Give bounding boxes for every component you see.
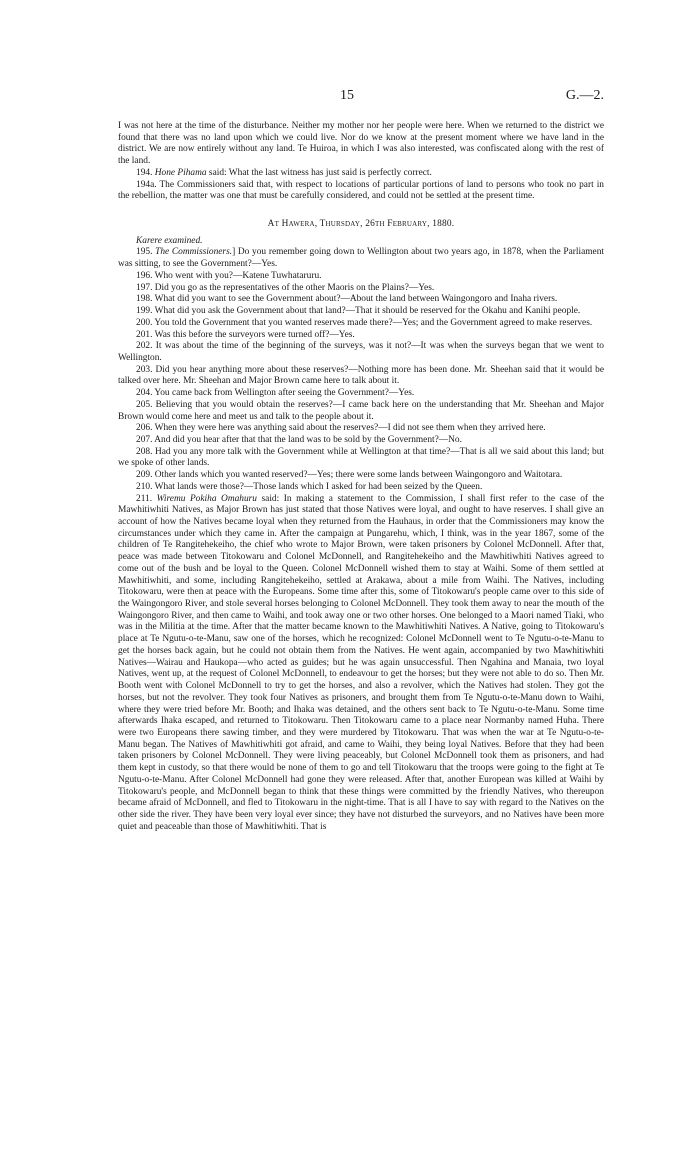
qa-item: [118, 294, 604, 306]
qa-item: [118, 470, 604, 482]
qa-item: [118, 447, 604, 470]
qa-text: Did you hear anything more about these reserves?—Nothing more has been done. Mr. Sheehan said that it would be talked over here. Mr. Sheehan and Major Brown came here to talk about it.: [118, 364, 604, 387]
qa-text: Who went with you?—Katene Tuwhataruru.: [154, 270, 322, 281]
page-header: [118, 88, 604, 106]
qa-text: And did you hear after that that the land was to be sold by the Government?—No.: [154, 434, 462, 445]
statement-text: said: In making a statement to the Commission, I shall first refer to the case of the Mawhitiwhiti Natives, as Major Brown has just stated that those Natives were loyal, and ought to have reserves. I shall give an account of how the Natives became loyal when they returned from the Hauhaus, in order that the Commissioners may know the circumstances under which they came in. After the campaign at Pungarehu, which, I think, was in the year 1867, some of the children of Te Rangitehekeiho, the chief who wrote to Major Brown, were taken prisoners by Colonel McDonnell. After that, peace was made between Titokowaru and Colonel McDonnell, and Rangitehekeiho and the Mawhitiwhiti Natives agreed to come out of the bush and be loyal to the Queen. Colonel McDonnell wished them to stay at Waihi. Some of them settled at Mawhitiwhiti, and some, including Rangitehekeiho, settled at Arakawa, about a mile from Waihi. The Natives, including Titokowaru, were then at peace with the Europeans. Some time after this, some of Titokowaru's people came over to this side of the Waingongoro River, and stole several horses belonging to Colonel McDonnell. They took them away to near the mouth of the Waingongoro River, and then came to Waihi, and took away one or two other horses. One belonged to a Maori named Tiaki, who was in the Militia at the time. After that the matter became known to the Mawhitiwhiti Natives. A Native, going to Titokowaru's place at Te Ngutu-o-te-Manu, saw one of the horses, which he recognized: Colonel McDonnell went to Te Ngutu-o-te-Manu to get the horses back again, but he could not obtain them from the Natives. He went again, accompanied by two Mawhitiwhiti Natives—Wairau and Haukopa—who acted as guides; but he was again unsuccessful. Then Ngahina and Manaia, two loyal Natives, went up, at the request of Colonel McDonnell, to endeavour to get the horses; but they were not able to do so. Then Mr. Booth went with Colonel McDonnell to try to get the horses, and also a revolver, which the Natives had stolen. They got the horses, but not the revolver. They took four Natives as prisoners, and brought them from Te Ngutu-o-te-Manu down to Waihi, where they were tried before Mr. Booth; and Ihaka was detained, and the others sent back to Te Ngutu-o-te-Manu. Some time afterwards Ihaka escaped, and returned to Titokowaru. Then Titokowaru came to a place near Normanby named Huha. There were two Europeans there sawing timber, and they were murdered by Titokowaru. That was when the war at Te Ngutu-o-te-Manu began. The Natives of Mawhitiwhiti got afraid, and came to Waihi, they being loyal Natives. Before that they had been taken prisoners by Colonel McDonnell. They were living peaceably, but Colonel McDonnell took them as prisoners, and had them kept in custody, so that there would be none of them to go and tell Titokowaru that the troops were going to the fight at Te Ngutu-o-te-Manu. After Colonel McDonnell had gone they were released. After that, another European was killed at Waihi by Titokowaru's people, and McDonnell began to think that these things were committed by the friendly Natives, who thereupon became afraid of McDonnell, and fled to Titokowaru in the night-time. That is all I have to say with regard to the Natives on the other side the river. They have been very loyal ever since; they have not disturbed the surveyors, and no Natives have been more quiet and peaceable than those of Mawhitiwhiti. That is: [118, 493, 605, 832]
document-reference: G.—2.: [565, 88, 604, 103]
paragraph-194: [118, 168, 604, 180]
examined-line: [118, 236, 604, 248]
paragraph-opening: I was not here at the time of the disturbance. Neither my mother nor her people were here. When we returned to the district we found that there was no land upon which we could live. Nor do we know at the present moment where we have land in the district. We are now entirely without any land. Te Huiroa, in which I was also interested, was confiscated along with the rest of the land.: [118, 121, 604, 167]
qa-number: 204.: [136, 388, 153, 399]
qa-number: 208.: [136, 446, 153, 457]
qa-item: [118, 482, 604, 494]
qa-item: [118, 365, 604, 388]
speaker-name: The Commissioners.: [155, 247, 233, 258]
qa-number: 207.: [136, 434, 153, 445]
paragraph-text: said: What the last witness has just said is perfectly correct.: [206, 167, 432, 178]
statement-211: [118, 494, 604, 834]
qa-number: 202.: [136, 341, 153, 352]
qa-text: Was this before the surveyors were turned off?—Yes.: [154, 329, 355, 340]
paragraph-number: 194a.: [136, 179, 157, 190]
qa-item: [118, 341, 604, 364]
page-number: 15: [340, 88, 354, 103]
qa-text: What did you ask the Government about that land?—That it should be reserved for the Okahu and Kanihi people.: [154, 306, 581, 317]
qa-number: 199.: [136, 306, 153, 317]
qa-number: 196.: [136, 270, 153, 281]
qa-number: 195.: [136, 247, 153, 258]
qa-item: [118, 388, 604, 400]
qa-item: [118, 400, 604, 423]
witness-name: Karere examined.: [136, 235, 203, 246]
qa-number: 206.: [136, 423, 153, 434]
qa-item: [118, 283, 604, 295]
qa-text: It was about the time of the beginning of the surveys, was it not?—It was when the surveys began that we went to Wellington.: [118, 341, 604, 363]
qa-text: Other lands which you wanted reserved?—Yes; there were some lands between Waingongoro and Waitotara.: [154, 470, 563, 481]
qa-text: You came back from Wellington after seeing the Government?—Yes.: [154, 388, 415, 399]
document-body: [118, 121, 604, 833]
qa-item: [118, 435, 604, 447]
paragraph-number: 194.: [136, 167, 153, 178]
statement-number: 211.: [136, 493, 153, 504]
qa-number: 210.: [136, 481, 153, 492]
qa-text: Did you go as the representatives of the other Maoris on the Plains?—Yes.: [154, 282, 435, 293]
qa-item: [118, 423, 604, 435]
speaker-name: Hone Pihama: [154, 167, 207, 178]
qa-number: 197.: [136, 282, 153, 293]
qa-number: 209.: [136, 470, 153, 481]
qa-text: Had you any more talk with the Government while at Wellington at that time?—That is all we said about this land; but we spoke of other lands.: [118, 446, 605, 469]
qa-number: 200.: [136, 317, 153, 328]
paragraph-194a: [118, 180, 604, 203]
qa-text: What did you want to see the Government about?—About the land between Waingongoro and Inaha rivers.: [154, 294, 558, 305]
qa-item: [118, 271, 604, 283]
qa-number: 198.: [136, 294, 153, 305]
speaker-name: Wiremu Pokiha Omahuru: [156, 493, 257, 504]
qa-number: 201.: [136, 329, 153, 340]
qa-text: When they were here was anything said about the reserves?—I did not see them when they arrived here.: [154, 423, 546, 434]
qa-item: [118, 306, 604, 318]
qa-number: 203.: [136, 364, 153, 375]
qa-text: What lands were those?—Those lands which I asked for had been seized by the Queen.: [154, 481, 483, 492]
qa-text: ] Do you remember going down to Wellington about two years ago, in 1878, when the Parliament was sitting, to see the Government?—Yes.: [118, 247, 605, 270]
qa-item: [118, 318, 604, 330]
qa-item: [118, 330, 604, 342]
qa-item: [118, 247, 604, 270]
qa-text: Believing that you would obtain the reserves?—I came back here on the understanding that Mr. Sheehan and Major Brown would come here and meet us and talk to the people about it.: [118, 399, 604, 422]
qa-text: You told the Government that you wanted reserves made there?—Yes; and the Government agreed to make reserves.: [154, 317, 593, 328]
section-heading: At Hawera, Thursday, 26th February, 1880.: [267, 219, 455, 230]
paragraph-text: The Commissioners said that, with respect to locations of particular portions of land to persons who took no part in the rebellion, the matter was one that must be carefully considered, and could not be settled at the present time.: [118, 179, 604, 202]
qa-number: 205.: [136, 399, 153, 410]
